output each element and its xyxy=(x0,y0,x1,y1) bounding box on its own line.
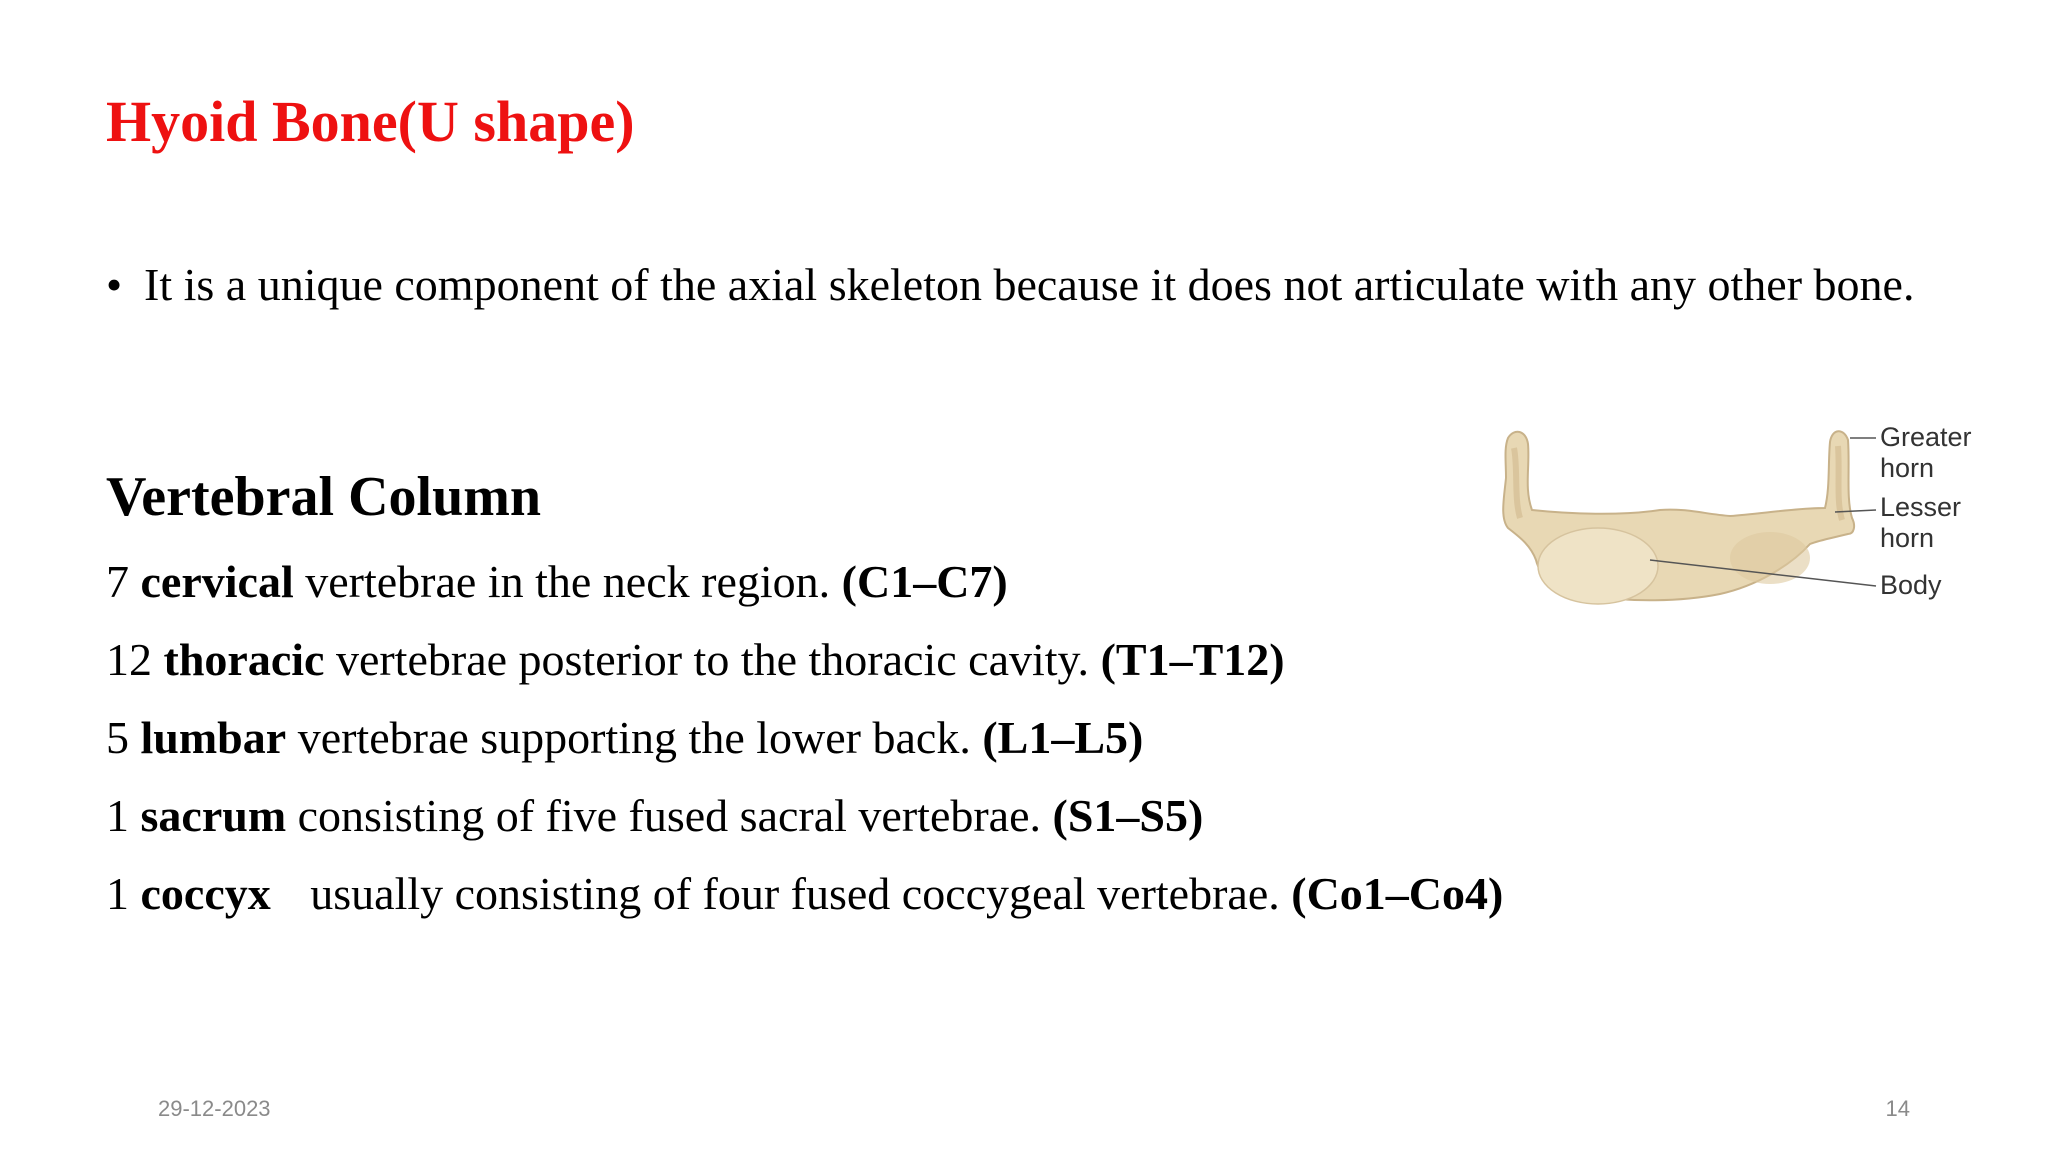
slide-title: Hyoid Bone(U shape) xyxy=(106,89,635,154)
vertebra-name: thoracic xyxy=(163,634,325,685)
vertebra-count: 5 xyxy=(106,712,129,763)
vertebra-line-cervical xyxy=(106,555,1008,608)
vertebra-code: (L1–L5) xyxy=(982,712,1144,763)
vertebra-count: 12 xyxy=(106,634,152,685)
vertebra-line-sacrum xyxy=(106,789,1203,842)
vertebra-desc: usually consisting of four fused coccygeal vertebrae. xyxy=(310,868,1280,919)
vertebra-desc: vertebrae posterior to the thoracic cavity. xyxy=(335,634,1090,685)
vertebra-name: sacrum xyxy=(140,790,287,841)
vertebra-code: (S1–S5) xyxy=(1052,790,1204,841)
vertebra-line-coccyx xyxy=(106,867,1503,920)
bullet-point xyxy=(106,256,1956,314)
footer-page-number: 14 xyxy=(1885,1096,1910,1121)
vertebra-desc: vertebrae supporting the lower back. xyxy=(297,712,971,763)
vertebra-line-lumbar xyxy=(106,711,1143,764)
vertebra-line-thoracic xyxy=(106,633,1285,686)
bullet-text: It is a unique component of the axial skeleton because it does not articulate with any other bone. xyxy=(144,259,1915,310)
label-lesser-horn: Lesser horn xyxy=(1880,492,1962,553)
vertebra-count: 1 xyxy=(106,868,129,919)
label-greater-horn: Greater horn xyxy=(1880,422,1972,483)
vertebra-count: 1 xyxy=(106,790,129,841)
hyoid-bone-figure xyxy=(1480,418,1972,638)
label-body: Body xyxy=(1880,570,1942,600)
section-title: Vertebral Column xyxy=(106,466,542,528)
vertebra-count: 7 xyxy=(106,556,129,607)
vertebra-desc: consisting of five fused sacral vertebrae. xyxy=(297,790,1042,841)
footer-date: 29-12-2023 xyxy=(158,1096,271,1121)
vertebra-desc: vertebrae in the neck region. xyxy=(305,556,831,607)
vertebra-name: lumbar xyxy=(140,712,287,763)
vertebra-code: (T1–T12) xyxy=(1100,634,1285,685)
vertebra-name: cervical xyxy=(140,556,294,607)
vertebra-code: (Co1–Co4) xyxy=(1291,868,1504,919)
bullet-symbol: • xyxy=(106,259,123,310)
vertebra-name: coccyx xyxy=(140,868,271,919)
vertebra-code: (C1–C7) xyxy=(841,556,1008,607)
